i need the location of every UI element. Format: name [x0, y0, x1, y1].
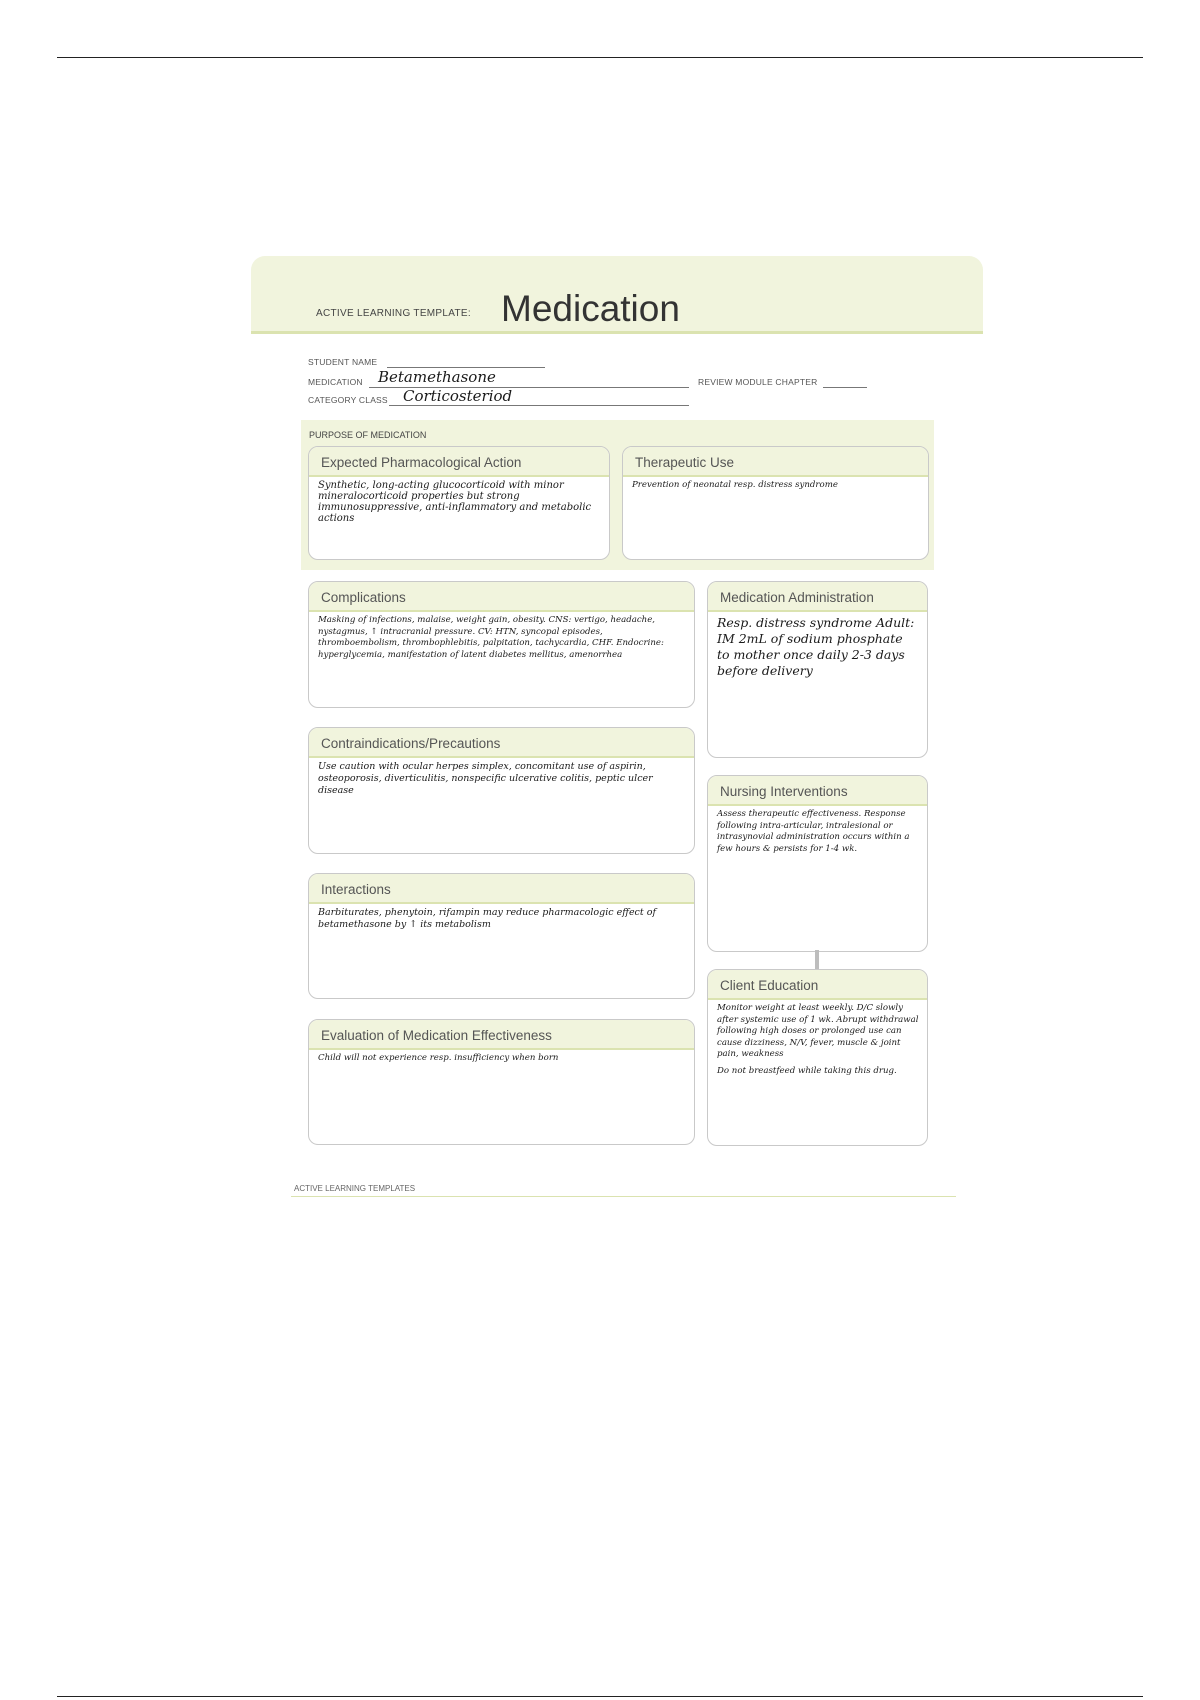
template-label: ACTIVE LEARNING TEMPLATE: [316, 308, 471, 319]
evaluation-text: Child will not experience resp. insufficiency when born [318, 1053, 559, 1063]
contraindications-text: Use caution with ocular herpes simplex, concomitant use of aspirin, osteoporosis, diverticulitis, nonspecific ulcerative colitis, peptic ulcer disease [318, 761, 653, 796]
evaluation-box [308, 1019, 695, 1145]
category-class-value: Corticosteriod [403, 387, 513, 405]
category-class-line [389, 405, 689, 406]
footer-label: ACTIVE LEARNING TEMPLATES [294, 1184, 416, 1193]
complications-text: Masking of infections, malaise, weight gain, obesity. CNS: vertigo, headache, nystagmus, ↑ intracranial pressure. CV: HTN, syncopal episodes, thromboembolism, thrombophlebitis, palpitation, tachycardia, CHF. Endocrine: hyperglycemia, manifestation of latent diabetes mellitus, amenorrhea [318, 615, 664, 660]
template-header [251, 256, 983, 334]
complications-title: Complications [309, 582, 694, 612]
medication-value: Betamethasone [378, 368, 496, 386]
interactions-box [308, 873, 695, 999]
review-module-line [823, 387, 867, 388]
contraindications-title: Contraindications/Precautions [309, 728, 694, 758]
page-title: Medication [501, 288, 680, 329]
nursing-interventions-title: Nursing Interventions [708, 776, 927, 806]
nursing-interventions-text: Assess therapeutic effectiveness. Response following intra-articular, intralesional or intrasynovial administration occurs within a few hours & persists for 1-4 wk. [717, 809, 910, 854]
client-education-text-2: Do not breastfeed while taking this drug. [717, 1065, 897, 1076]
administration-text: Resp. distress syndrome Adult: IM 2mL of sodium phosphate to mother once daily 2-3 days before delivery [717, 615, 915, 678]
client-education-text-1: Monitor weight at least weekly. D/C slowly after systemic use of 1 wk. Abrupt withdrawal following high doses or prolonged use can cause dizziness, N/V, fever, muscle & joint pain, weakness [717, 1003, 919, 1059]
complications-box [308, 581, 695, 708]
column-connector [815, 950, 819, 969]
therapeutic-use-box [622, 446, 929, 560]
administration-box [707, 581, 928, 758]
page-top-rule [57, 57, 1143, 58]
client-education-body [708, 1000, 927, 1077]
medication-label: MEDICATION [308, 377, 363, 387]
expected-action-box [308, 446, 610, 560]
client-education-title: Client Education [708, 970, 927, 1000]
medication-template-sheet [251, 256, 983, 1196]
student-name-label: STUDENT NAME [308, 357, 378, 367]
expected-action-title: Expected Pharmacological Action [309, 447, 609, 477]
purpose-label: PURPOSE OF MEDICATION [309, 430, 427, 440]
category-class-label: CATEGORY CLASS [308, 395, 388, 405]
therapeutic-use-title: Therapeutic Use [623, 447, 928, 477]
footer-line [291, 1196, 956, 1197]
expected-action-text: Synthetic, long-acting glucocorticoid with minor mineralocorticoid properties but strong immunosuppressive, anti-inflammatory and metabolic actions [318, 480, 592, 524]
interactions-text: Barbiturates, phenytoin, rifampin may reduce pharmacologic effect of betamethasone by ↑ its metabolism [318, 907, 656, 930]
review-module-label: REVIEW MODULE CHAPTER [698, 377, 818, 387]
interactions-title: Interactions [309, 874, 694, 904]
client-education-box [707, 969, 928, 1146]
administration-title: Medication Administration [708, 582, 927, 612]
contraindications-box [308, 727, 695, 854]
therapeutic-use-text: Prevention of neonatal resp. distress syndrome [632, 480, 838, 490]
evaluation-title: Evaluation of Medication Effectiveness [309, 1020, 694, 1050]
page-bottom-rule [57, 1696, 1143, 1697]
nursing-interventions-box [707, 775, 928, 952]
